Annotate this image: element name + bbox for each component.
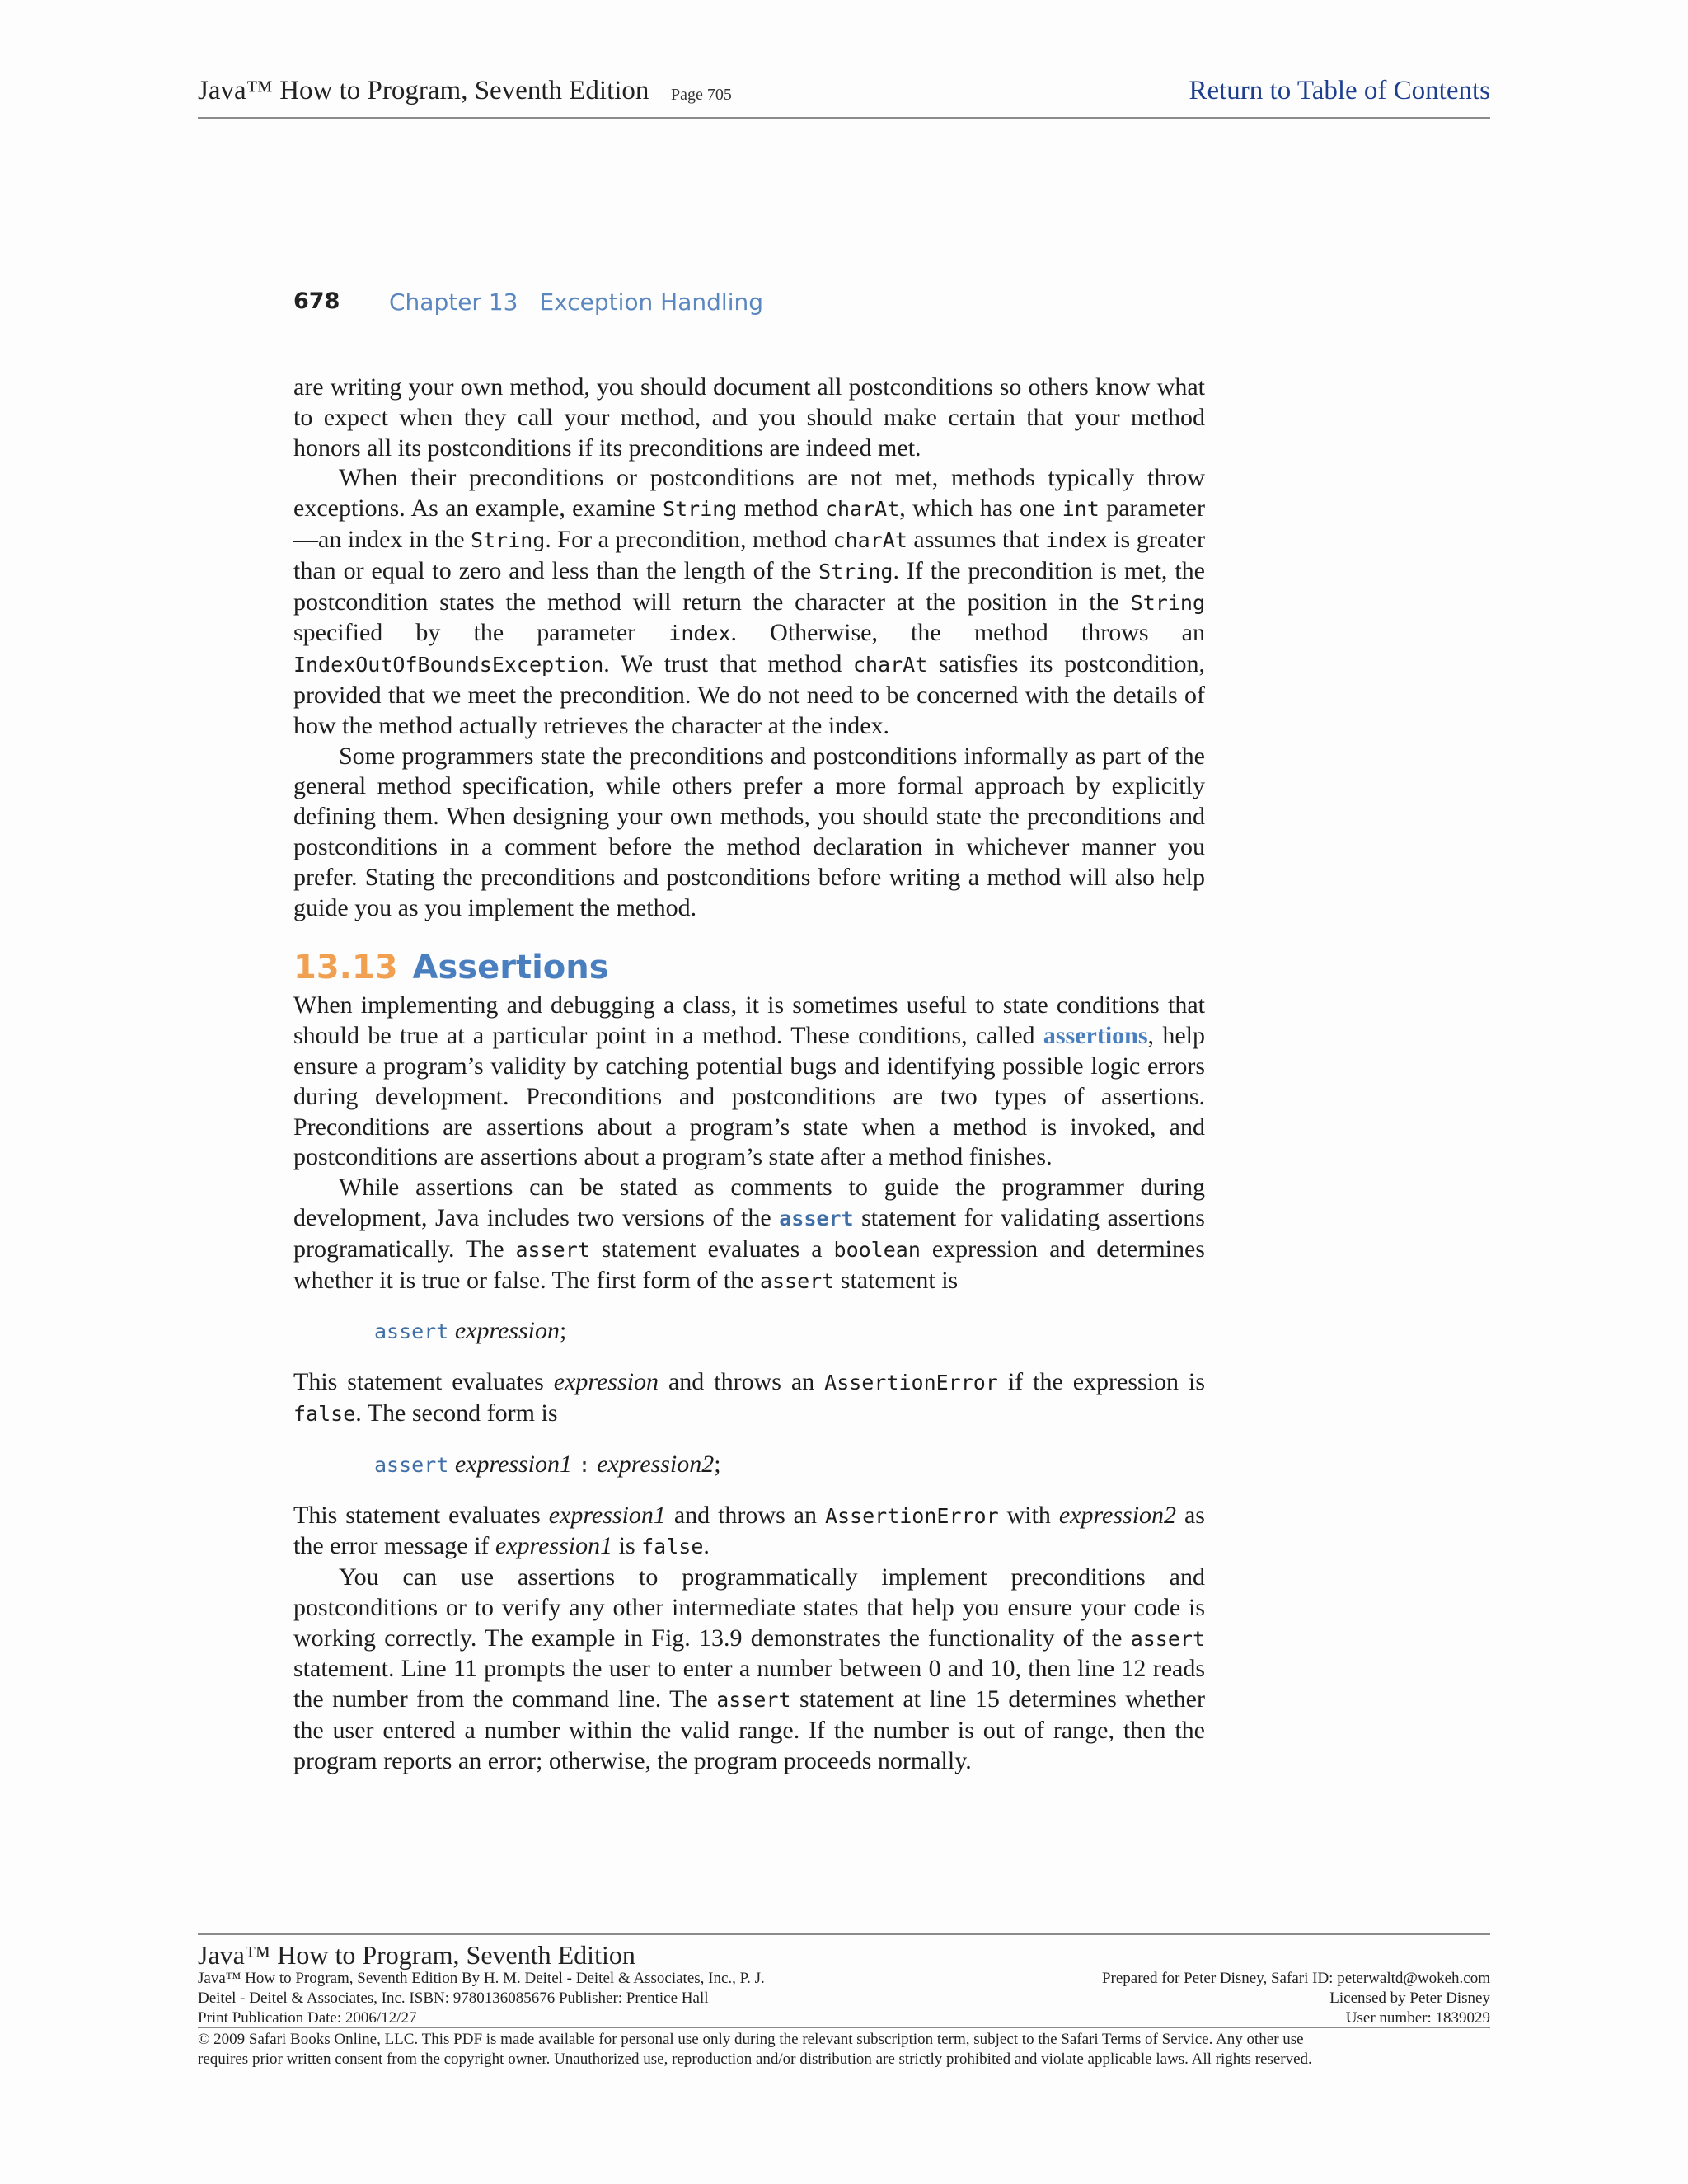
text: . The second form is [355, 1399, 558, 1427]
code: false [641, 1535, 704, 1559]
table-of-contents-link[interactable]: Return to Table of Contents [1189, 76, 1490, 105]
code-example-1 [374, 1316, 1205, 1347]
footer-book-info: Java™ How to Program, Seventh Edition By H. M. Deitel - Deitel & Associates, Inc., P. J. [198, 1970, 765, 1987]
footer-isbn-info: Deitel - Deitel & Associates, Inc. ISBN: 9780136085676 Publisher: Prentice Hall [198, 1990, 709, 2007]
footer-prepared-for: Prepared for Peter Disney, Safari ID: peterwaltd@wokeh.com [1101, 1970, 1490, 1987]
text: When implementing and debugging a class, it is sometimes useful to state conditions that should be true at a particular point in a method. These conditions, called [293, 991, 1205, 1050]
text: parameter—an index in the [293, 494, 1205, 553]
text: statement evaluates a [589, 1235, 834, 1263]
code-keyword: assert [374, 1452, 449, 1477]
key-term: assertions [1043, 1022, 1148, 1050]
code: boolean [833, 1237, 921, 1262]
chapter-label [389, 288, 1131, 316]
text: , which has one [899, 494, 1062, 523]
text: When their preconditions or postconditions are not met, methods typically throw exceptions. As an example, examine [293, 464, 1205, 523]
text: statement at line 15 determines whether the user entered a number within the valid range. If the number is out of range, then the program reports an error; otherwise, the program proceeds normally. [293, 1685, 1205, 1774]
code: String [663, 497, 738, 522]
footer-divider [198, 2027, 1490, 2028]
italic-text: expression [553, 1368, 659, 1396]
chapter-number: Chapter 13 [389, 288, 518, 316]
code: String [1130, 590, 1205, 615]
code-punctuation: ; [560, 1317, 567, 1345]
code-example-2 [374, 1450, 1205, 1481]
footer-licensed-by: Licensed by Peter Disney [1329, 1990, 1490, 2007]
footer-publication-date: Print Publication Date: 2006/12/27 [198, 2009, 417, 2027]
text: as the error message if [293, 1501, 1205, 1560]
code: String [818, 559, 893, 583]
paragraph-8 [293, 1563, 1205, 1777]
code: IndexOutOfBoundsException [293, 653, 604, 677]
text: . For a precondition, method [545, 525, 833, 553]
text: with [998, 1501, 1059, 1529]
code-keyword: assert [374, 1319, 449, 1344]
code-placeholder: expression [454, 1317, 560, 1345]
paragraph-4 [293, 991, 1205, 1173]
paragraph-5 [293, 1173, 1205, 1296]
text: satisfies its postcondition, provided that we meet the precondition. We do not need to be concerned with the details of how the method actually retrieves the character at the index. [293, 650, 1205, 739]
text: expression and determines whether it is true or false. The first form of the [293, 1235, 1205, 1294]
page-footer [198, 1933, 1490, 2068]
code: assert [1130, 1626, 1205, 1651]
paragraph-3: Some programmers state the preconditions and postconditions informally as part of the general method specification, while others prefer a more formal approach by explicitly defining them. When designing your own methods, you should state the preconditions and postconditions in a comment before the method declaration in whichever manner you prefer. Stating the preconditions and postconditions before writing a method will also help guide you as you implement the method. [293, 742, 1205, 921]
text: and throws an [665, 1501, 825, 1529]
code: charAt [852, 653, 928, 677]
text: and throws an [659, 1368, 825, 1396]
text: This statement evaluates [293, 1368, 554, 1396]
text: . We trust that method [603, 650, 853, 678]
footer-copyright-line-1: © 2009 Safari Books Online, LLC. This PDF is made available for personal use only during the relevant subscription term, subject to the Safari Terms of Service. Any other use [198, 2031, 1304, 2048]
code: String [471, 527, 546, 552]
text: is greater than or equal to zero and less than the length of the [293, 525, 1205, 584]
text: statement for validating assertions programatically. The [293, 1203, 1205, 1263]
code: int [1062, 497, 1100, 522]
code: index [668, 621, 731, 646]
italic-text: expression1 [495, 1532, 613, 1560]
code: assert [515, 1237, 590, 1262]
text: if the expression is [997, 1368, 1206, 1396]
text: statement. Line 11 prompts the user to enter a number between 0 and 10, then line 12 reads the number from the command line. The [293, 1655, 1205, 1713]
code: assert [759, 1268, 835, 1293]
section-heading [293, 948, 1205, 987]
text: statement is [834, 1266, 959, 1294]
text: assumes that [907, 525, 1046, 553]
italic-text: expression1 [548, 1501, 666, 1529]
footer-user-number: User number: 1839029 [1345, 2009, 1490, 2027]
footer-title: Java™ How to Program, Seventh Edition [198, 1940, 635, 1970]
key-term-code: assert [779, 1206, 854, 1230]
paragraph-7 [293, 1501, 1205, 1563]
text: . Otherwise, the method throws an [730, 619, 1205, 647]
section-number: 13.13 [293, 949, 398, 987]
chapter-title: Exception Handling [539, 288, 763, 316]
paragraph-6 [293, 1367, 1205, 1430]
page-header [198, 74, 1490, 119]
page-number: 678 [293, 288, 340, 314]
code: index [1045, 527, 1108, 552]
text: While assertions can be stated as comments to guide the programmer during development, Java includes two versions of the [293, 1174, 1205, 1231]
code-punctuation: ; [714, 1450, 721, 1478]
code: AssertionError [824, 1503, 999, 1528]
code-placeholder: expression1 [454, 1450, 573, 1478]
text: , help ensure a program’s validity by catching potential bugs and identifying possible logic errors during development. Preconditions and postconditions are two types of assertions. Preconditions are assertions about a program’s state when a method is invoked, and postconditions are assertions about a program’s state after a method finishes. [293, 1022, 1205, 1171]
code: charAt [824, 497, 900, 522]
text: You can use assertions to programmatically implement preconditions and postconditions or to verify any other intermediate states that help you ensure your code is working correctly. The example in Fig. 13.9 demonstrates the functionality of the [293, 1563, 1205, 1652]
page-body [293, 373, 1205, 1777]
code-placeholder: expression2 [597, 1450, 715, 1478]
text: . [703, 1532, 710, 1560]
code: assert [716, 1688, 791, 1713]
code-separator: : [578, 1452, 591, 1477]
page-label: Page 705 [671, 86, 732, 104]
text: This statement evaluates [293, 1501, 549, 1529]
code: charAt [832, 527, 907, 552]
code: false [293, 1401, 356, 1426]
italic-text: expression2 [1058, 1501, 1177, 1529]
section-title: Assertions [412, 949, 609, 987]
paragraph-1: are writing your own method, you should document all postconditions so others know what to expect when they call your method, and you should make certain that your method honors all its postconditions if its preconditions are indeed met. [293, 373, 1205, 462]
text: method [737, 494, 825, 523]
footer-copyright-line-2: requires prior written consent from the copyright owner. Unauthorized use, reproduction and/or distribution are strictly prohibited and violate applicable laws. All rights reserved. [198, 2050, 1312, 2068]
text: is [612, 1532, 642, 1560]
book-title: Java™ How to Program, Seventh Edition [198, 76, 649, 105]
text: specified by the parameter [293, 619, 669, 647]
paragraph-2 [293, 463, 1205, 741]
text: . If the precondition is met, the postcondition states the method will return the character at the position in the [293, 556, 1205, 616]
code: AssertionError [824, 1371, 998, 1395]
